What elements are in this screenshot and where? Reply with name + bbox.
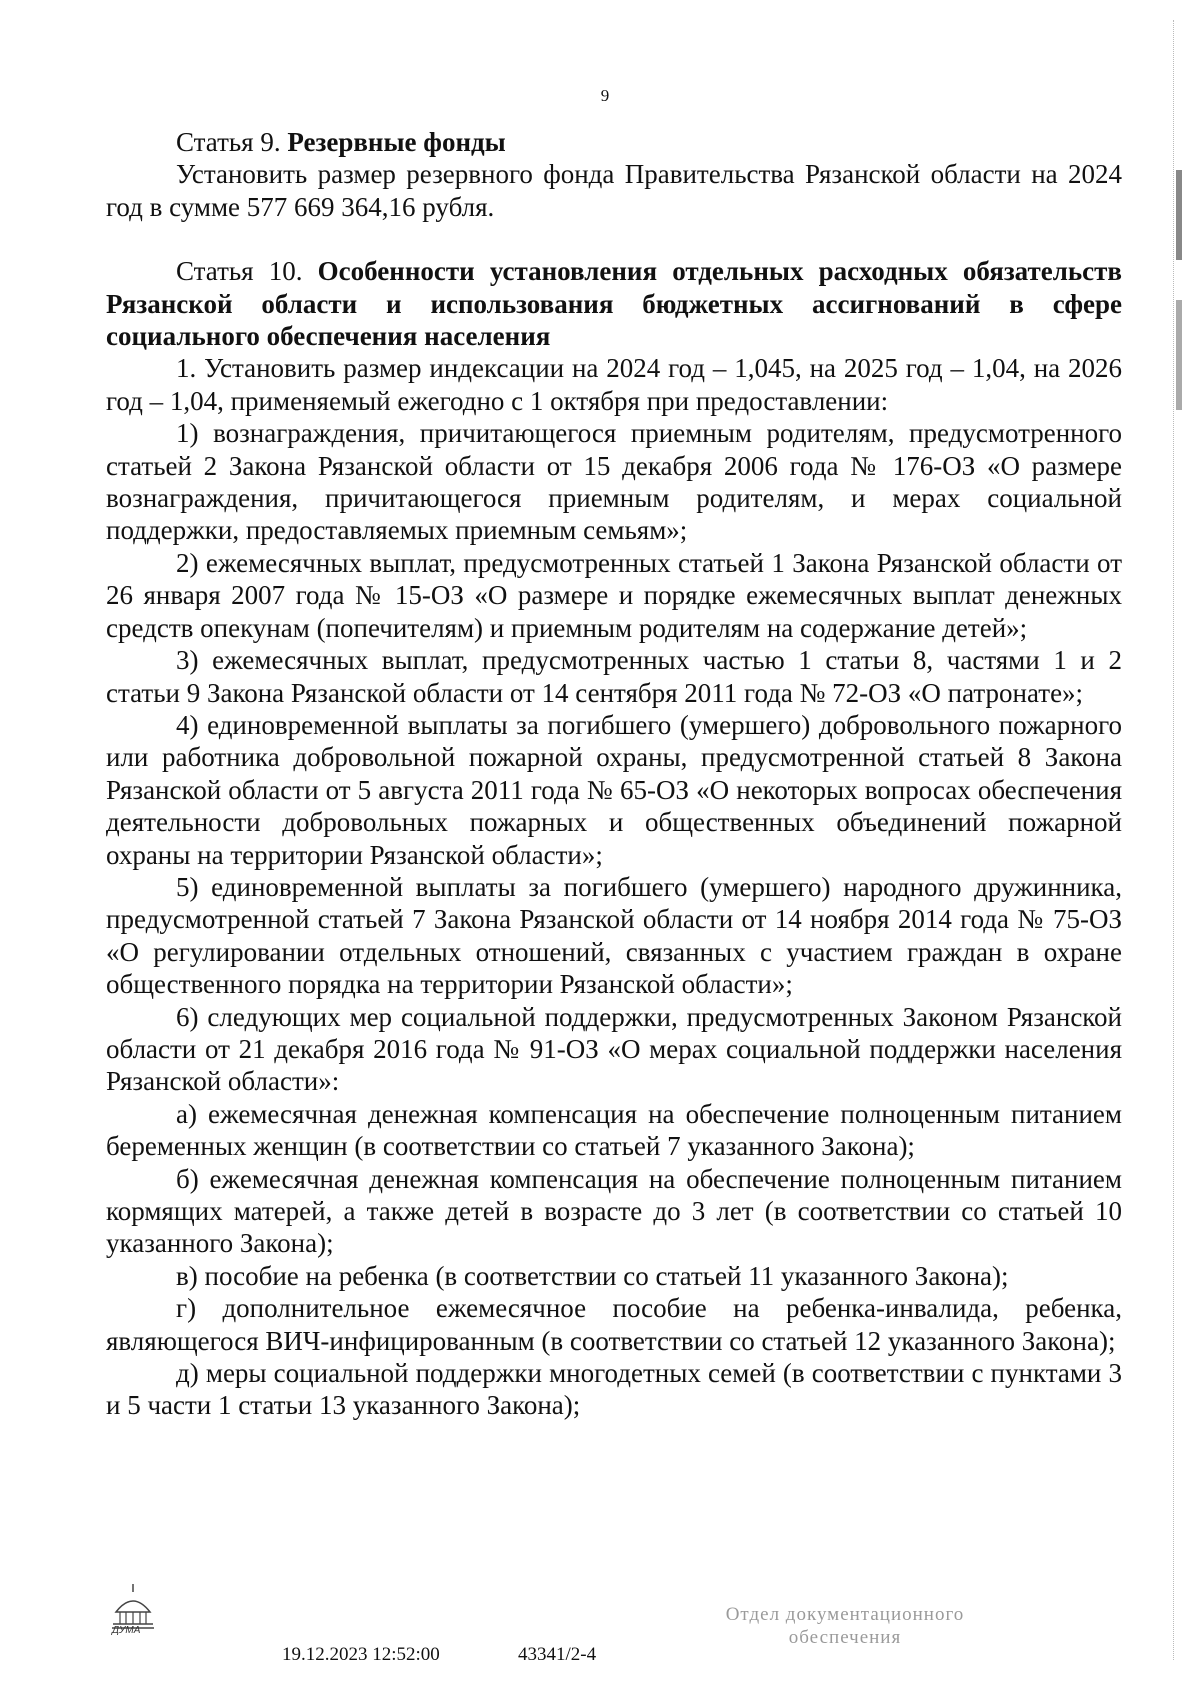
footer-reg-number: 43341/2-4 xyxy=(518,1644,597,1665)
article-10-title: Особенности установления отдельных расходных обязательств Рязанской области и использования бюджетных ассигнований в сфере социального обеспечения населения xyxy=(106,256,1122,352)
article-10-paragraph: 6) следующих мер социальной поддержки, предусмотренных Законом Рязанской области от 21 декабря 2016 года № 91-ОЗ «О мерах социальной поддержки населения Рязанской области»: xyxy=(106,1001,1122,1097)
article-10-paragraph: в) пособие на ребенка (в соответствии со статьей 11 указанного Закона); xyxy=(176,1260,1009,1291)
article-10-paragraph: г) дополнительное ежемесячное пособие на ребенка-инвалида, ребенка, являющегося ВИЧ-инфицированным (в соответствии со статьей 12 указанного Закона); xyxy=(106,1293,1122,1356)
article-10-paragraph: 2) ежемесячных выплат, предусмотренных статьей 1 Закона Рязанской области от 26 января 2007 года № 15-ОЗ «О размере и порядке ежемесячных выплат денежных средств опекунам (попечителям) и приемным родителям на содержание детей»; xyxy=(106,547,1122,643)
scan-edge-mark xyxy=(1176,170,1182,260)
article-10-paragraph: 3) ежемесячных выплат, предусмотренных частью 1 статьи 8, частями 1 и 2 статьи 9 Закона Рязанской области от 14 сентября 2011 года № 72-ОЗ «О патронате»; xyxy=(106,645,1122,708)
article-9-heading xyxy=(106,126,1122,158)
article-10-paragraph: д) меры социальной поддержки многодетных семей (в соответствии с пунктами 3 и 5 части 1 статьи 13 указанного Закона); xyxy=(106,1358,1122,1421)
article-10-paragraph: 1. Установить размер индексации на 2024 год – 1,045, на 2025 год – 1,04, на 2026 год – 1,04, применяемый ежегодно с 1 октября при предоставлении: xyxy=(106,353,1122,416)
stamp-line-1: Отдел документационного xyxy=(725,1604,965,1625)
article-9-title: Резервные фонды xyxy=(287,127,506,157)
article-10-paragraph: б) ежемесячная денежная компенсация на обеспечение полноценным питанием кормящих матерей, а также детей в возрасте до 3 лет (в соответствии со статьей 10 указанного Закона); xyxy=(106,1163,1122,1259)
article-9-prefix: Статья 9. xyxy=(176,127,288,157)
department-stamp xyxy=(715,1603,975,1649)
page-number: 9 xyxy=(600,86,610,105)
scan-edge-marks xyxy=(1173,20,1182,1660)
article-9-text: Установить размер резервного фонда Правительства Рязанской области на 2024 год в сумме 577 669 364,16 рубля. xyxy=(106,159,1122,222)
article-10-paragraph: 4) единовременной выплаты за погибшего (умершего) добровольного пожарного или работника добровольной пожарной охраны, предусмотренной статьей 8 Закона Рязанской области от 5 августа 2011 года № 65-ОЗ «О некоторых вопросах обеспечения деятельности добровольных пожарных и общественных объединений пожарной охраны на территории Рязанской области»; xyxy=(106,709,1122,870)
stamp-line-2: обеспечения xyxy=(788,1627,902,1648)
article-10-paragraph: 5) единовременной выплаты за погибшего (умершего) народного дружинника, предусмотренной статьей 7 Закона Рязанской области от 14 ноября 2014 года № 75-ОЗ «О регулировании отдельных отношений, связанных с участием граждан в охране общественного порядка на территории Рязанской области»; xyxy=(106,871,1122,1000)
document-body xyxy=(106,126,1122,1422)
scan-edge-mark xyxy=(1176,300,1182,410)
article-10-prefix: Статья 10. xyxy=(176,256,318,287)
article-10-paragraph: а) ежемесячная денежная компенсация на обеспечение полноценным питанием беременных женщин (в соответствии со статьей 7 указанного Закона); xyxy=(106,1098,1122,1162)
article-10-heading xyxy=(106,255,1122,352)
article-10-paragraph: 1) вознаграждения, причитающегося приемным родителям, предусмотренного статьей 2 Закона Рязанской области от 15 декабря 2006 года № 176-ОЗ «О размере вознаграждения, причитающегося приемным родителям, и мерах социальной поддержки, предоставляемых приемным семьям»; xyxy=(106,418,1122,546)
logo-label: ДУМА xyxy=(112,1625,141,1636)
footer-datetime: 19.12.2023 12:52:00 xyxy=(282,1644,440,1665)
